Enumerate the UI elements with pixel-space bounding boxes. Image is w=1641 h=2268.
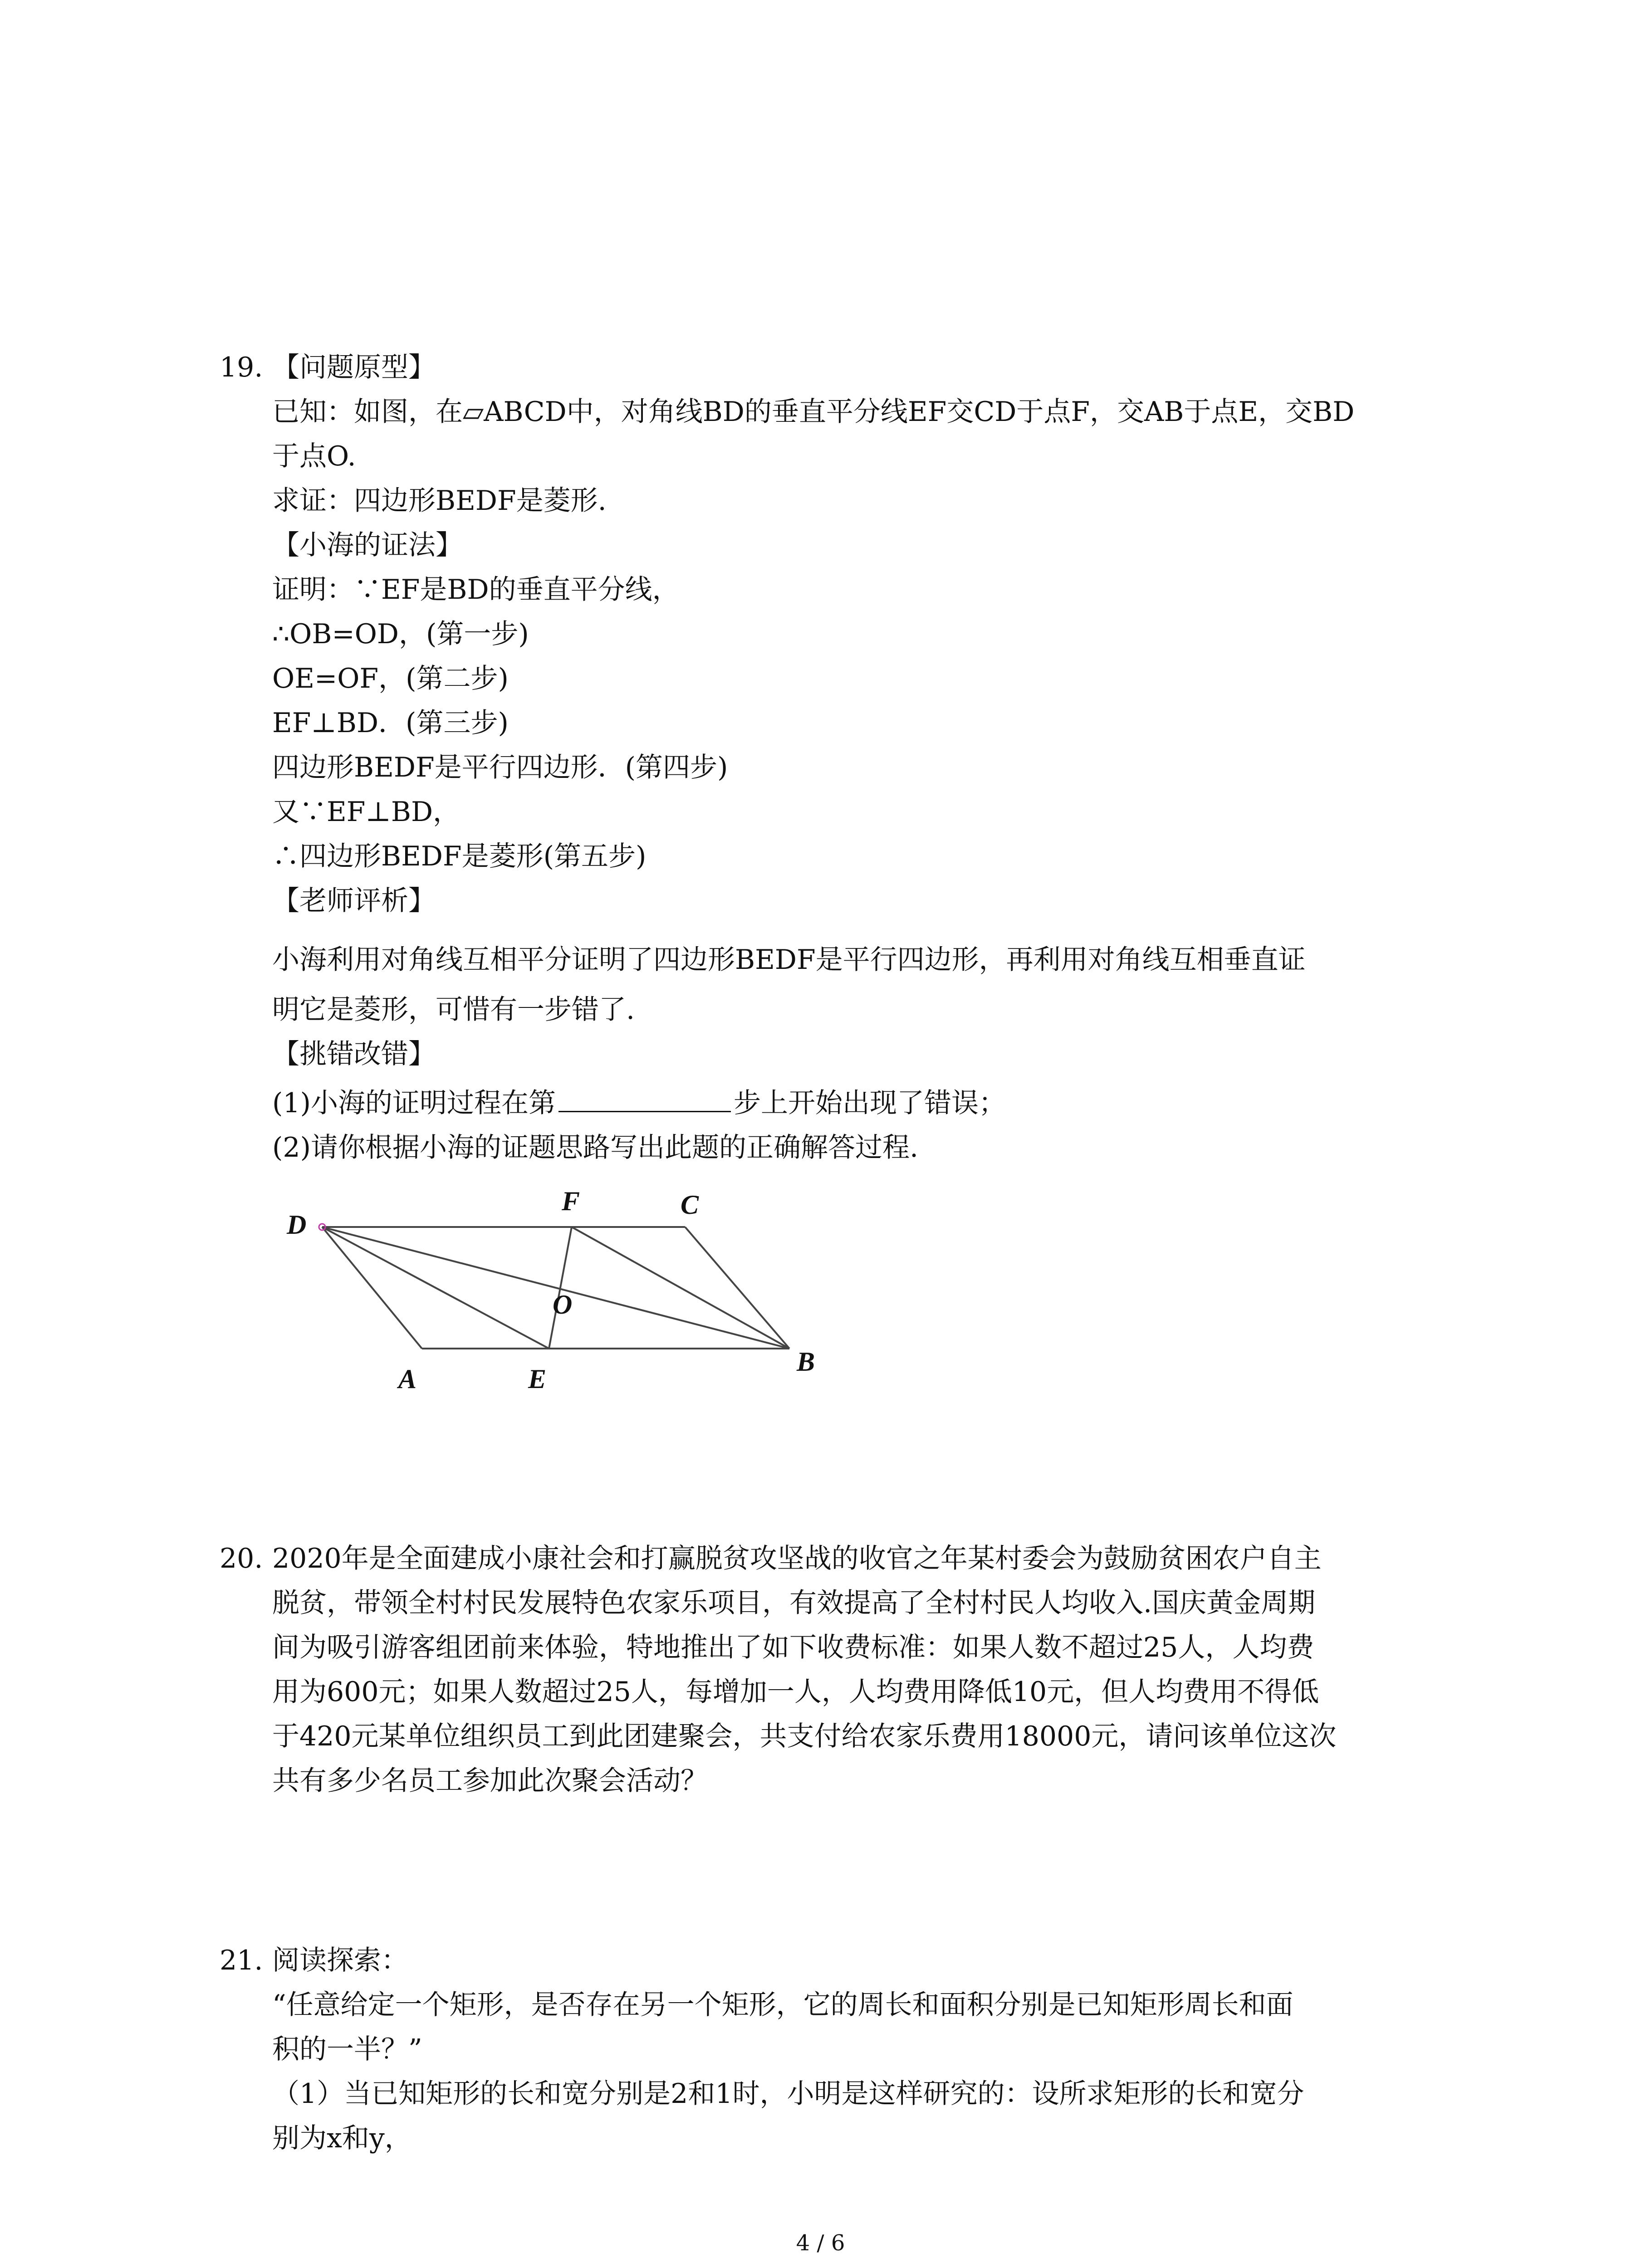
q19-line-4: 【小海的证法】 bbox=[272, 529, 463, 561]
q19-line-1: 已知：如图，在▱ABCD中，对角线BD的垂直平分线EF交CD于点F，交AB于点E，交BD bbox=[272, 396, 1355, 428]
q21-number: 21. bbox=[220, 1945, 263, 1976]
q19-line-0: 【问题原型】 bbox=[272, 352, 436, 383]
q19-line-11: ∴四边形BEDF是菱形(第五步) bbox=[272, 841, 647, 872]
q20-line-4: 于420元某单位组织员工到此团建聚会，共支付给农家乐费用18000元，请问该单位这次 bbox=[272, 1721, 1337, 1752]
q19-part1-after: 步上开始出现了错误； bbox=[734, 1087, 1006, 1119]
segment-fb bbox=[572, 1227, 789, 1349]
label-f: F bbox=[562, 1186, 580, 1216]
q19-part1-before: (1)小海的证明过程在第 bbox=[272, 1087, 556, 1119]
label-b: B bbox=[797, 1347, 815, 1377]
q19-line-3: 求证：四边形BEDF是菱形. bbox=[272, 485, 607, 517]
segment-db bbox=[322, 1227, 789, 1349]
q19-line-12: 【老师评析】 bbox=[272, 885, 436, 917]
q19-line-9: 四边形BEDF是平行四边形．(第四步) bbox=[272, 752, 728, 783]
label-c: C bbox=[681, 1190, 699, 1220]
segment-cb bbox=[685, 1227, 789, 1349]
label-o: O bbox=[553, 1290, 573, 1320]
q19-line-14: 明它是菱形，可惜有一步错了. bbox=[272, 994, 635, 1026]
q20-line-5: 共有多少名员工参加此次聚会活动？ bbox=[272, 1765, 708, 1797]
q19-line-10: 又∵EF⊥BD， bbox=[272, 796, 460, 828]
label-d: D bbox=[287, 1210, 307, 1240]
q20-line-1: 脱贫，带领全村村民发展特色农家乐项目，有效提高了全村村民人均收入.国庆黄金周期 bbox=[272, 1587, 1316, 1619]
q19-line-5: 证明：∵EF是BD的垂直平分线， bbox=[272, 574, 680, 606]
answer-blank[interactable] bbox=[558, 1085, 731, 1112]
q19-line-2: 于点O. bbox=[272, 440, 356, 472]
q19-line-7: OE=OF，(第二步) bbox=[272, 663, 509, 694]
label-e: E bbox=[528, 1364, 547, 1394]
q19-line-8: EF⊥BD．(第三步) bbox=[272, 707, 509, 739]
q20-line-0: 2020年是全面建成小康社会和打赢脱贫攻坚战的收官之年某村委会为鼓励贫困农户自主 bbox=[272, 1543, 1322, 1574]
q21-line-2: 积的一半？” bbox=[272, 2033, 422, 2065]
q19-line-15: 【挑错改错】 bbox=[272, 1038, 436, 1070]
q19-part1 bbox=[272, 1085, 1006, 1121]
q19-number: 19. bbox=[220, 352, 263, 383]
label-a: A bbox=[398, 1364, 417, 1394]
segment-da bbox=[322, 1227, 422, 1349]
q20-number: 20. bbox=[220, 1543, 263, 1574]
q21-line-4: 别为x和y， bbox=[272, 2122, 412, 2154]
parallelogram-figure bbox=[254, 1170, 853, 1424]
q19-part2: (2)请你根据小海的证题思路写出此题的正确解答过程. bbox=[272, 1132, 919, 1163]
page-number: 4 / 6 bbox=[796, 2230, 845, 2256]
q21-line-3: （1）当已知矩形的长和宽分别是2和1时，小明是这样研究的：设所求矩形的长和宽分 bbox=[272, 2078, 1304, 2110]
q20-line-2: 间为吸引游客组团前来体验，特地推出了如下收费标准：如果人数不超过25人，人均费 bbox=[272, 1632, 1314, 1663]
q21-line-0: 阅读探索： bbox=[272, 1945, 408, 1976]
q20-line-3: 用为600元；如果人数超过25人，每增加一人，人均费用降低10元，但人均费用不得低 bbox=[272, 1676, 1319, 1708]
q19-line-6: ∴OB=OD，(第一步) bbox=[272, 618, 529, 650]
q21-line-1: “任意给定一个矩形，是否存在另一个矩形，它的周长和面积分别是已知矩形周长和面 bbox=[272, 1989, 1293, 2021]
segment-de bbox=[322, 1227, 549, 1349]
q19-line-13: 小海利用对角线互相平分证明了四边形BEDF是平行四边形，再利用对角线互相垂直证 bbox=[272, 944, 1306, 976]
